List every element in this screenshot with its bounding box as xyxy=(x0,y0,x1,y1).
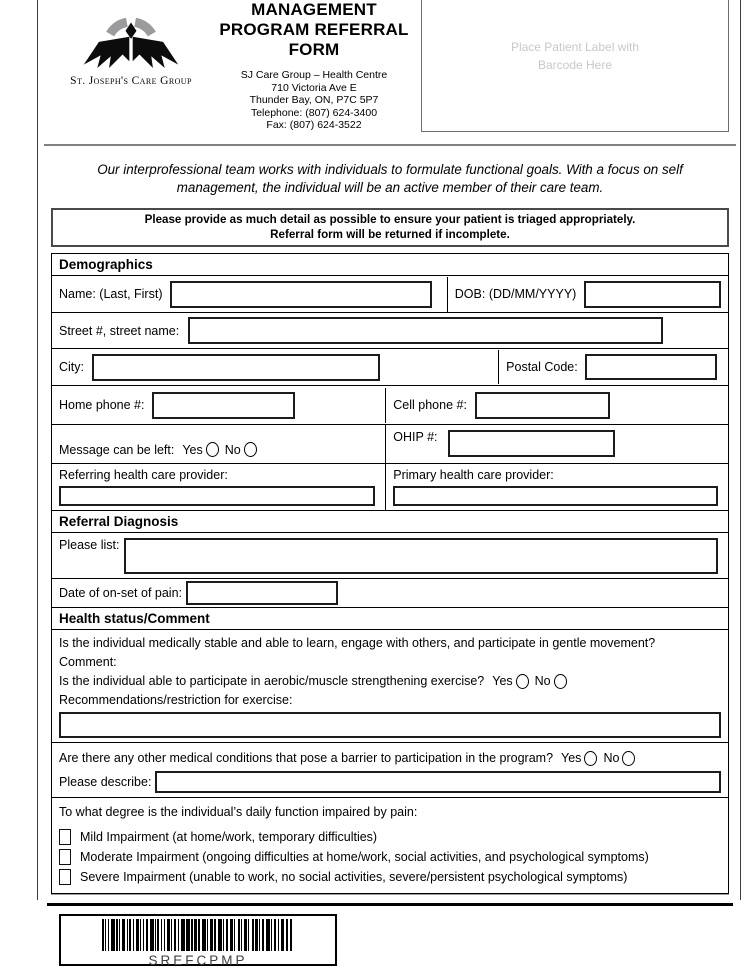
impairment-moderate-checkbox[interactable] xyxy=(59,849,71,865)
impairment-mild-checkbox[interactable] xyxy=(59,829,71,845)
barrier-no-radio[interactable] xyxy=(622,751,635,766)
page-right-border xyxy=(740,0,741,900)
impairment-mild-label: Mild Impairment (at home/work, temporary difficulties) xyxy=(80,829,378,844)
message-yes-label: Yes xyxy=(182,443,203,457)
city-label: City: xyxy=(59,360,84,374)
street-label: Street #, street name: xyxy=(59,323,180,338)
onset-date-input[interactable] xyxy=(186,581,338,605)
header-divider xyxy=(44,144,736,146)
form-header xyxy=(51,0,729,132)
home-phone-input[interactable] xyxy=(152,392,295,419)
postal-code-input[interactable] xyxy=(585,354,717,380)
logo-block xyxy=(51,0,211,87)
impairment-severe-label: Severe Impairment (unable to work, no social activities, severe/persistent psychological symptoms) xyxy=(80,869,628,884)
comment-label: Comment: xyxy=(59,655,117,669)
st-josephs-care-group-logo-icon xyxy=(67,14,195,68)
page-title: PROGRAM REFERRAL xyxy=(219,20,409,39)
section-header-demographics: Demographics xyxy=(59,257,153,272)
barrier-yes-radio[interactable] xyxy=(584,751,597,766)
exercise-yes-radio[interactable] xyxy=(516,674,529,689)
referral-form-table xyxy=(51,253,729,894)
ohip-label: OHIP #: xyxy=(393,430,438,444)
impairment-moderate-label: Moderate Impairment (ongoing difficulties at home/work, social activities, and psychological symptoms) xyxy=(80,849,649,864)
section-header-referral-diagnosis: Referral Diagnosis xyxy=(59,514,179,529)
page-title: MANAGEMENT xyxy=(251,0,377,19)
referring-provider-input[interactable] xyxy=(59,486,375,506)
message-no-label: No xyxy=(224,443,241,457)
section-header-health-status: Health status/Comment xyxy=(59,611,210,626)
name-input[interactable] xyxy=(170,281,432,308)
barrier-yes-label: Yes xyxy=(561,751,582,765)
dob-label: DOB: (DD/MM/YYYY) xyxy=(454,287,577,301)
question-medically-stable: Is the individual medically stable and able to learn, engage with others, and participate in gentle movement? xyxy=(59,636,656,650)
question-exercise: Is the individual able to participate in aerobic/muscle strengthening exercise? Yes No xyxy=(59,672,721,691)
barrier-describe-input[interactable] xyxy=(155,771,721,793)
notice-box: Please provide as much detail as possible to ensure your patient is triaged appropriately. Referral form will be returned if incomplete. xyxy=(51,208,729,247)
exercise-no-label: No xyxy=(534,674,551,688)
cell-phone-input[interactable] xyxy=(475,392,610,419)
primary-provider-label: Primary health care provider: xyxy=(393,468,554,482)
home-phone-label: Home phone #: xyxy=(59,398,145,412)
message-can-be-left-label: Message can be left: xyxy=(59,443,175,457)
clinic-address: SJ Care Group – Health Centre 710 Victoria Ave E Thunder Bay, ON, P7C 5P7 Telephone: (807) 624-3400 Fax: (807) 624-3522 xyxy=(240,69,388,132)
question-barrier: Are there any other medical conditions that pose a barrier to participation in the program? Yes No xyxy=(59,749,721,768)
barrier-no-label: No xyxy=(603,751,620,765)
page-left-border xyxy=(37,0,38,900)
cell-phone-label: Cell phone #: xyxy=(393,398,467,412)
exercise-yes-label: Yes xyxy=(492,674,513,688)
intro-statement: Our interprofessional team works with individuals to formulate functional goals. With a focus on self management, the individual will be an active member of their care team. xyxy=(97,162,683,195)
barcode-text: SREFCPMP xyxy=(148,953,248,968)
exercise-recommendations-input[interactable] xyxy=(59,712,721,738)
city-input[interactable] xyxy=(92,354,380,381)
impairment-severe-checkbox[interactable] xyxy=(59,869,71,885)
street-input[interactable] xyxy=(188,317,663,344)
impairment-question: To what degree is the individual’s daily function impaired by pain: xyxy=(59,805,418,819)
message-no-radio[interactable] xyxy=(244,442,257,457)
postal-code-label: Postal Code: xyxy=(506,360,578,374)
form-barcode-box xyxy=(59,914,337,966)
patient-label-placeholder-box: Place Patient Label with Barcode Here xyxy=(421,0,729,132)
primary-provider-input[interactable] xyxy=(393,486,717,506)
ohip-input[interactable] xyxy=(448,430,615,457)
recommendations-label: Recommendations/restriction for exercise: xyxy=(59,693,293,707)
please-describe-label: Please describe: xyxy=(59,774,152,789)
referring-provider-label: Referring health care provider: xyxy=(59,468,228,482)
onset-date-label: Date of on-set of pain: xyxy=(59,586,182,600)
please-list-label: Please list: xyxy=(59,538,120,552)
logo-caption: St. Joseph's Care Group xyxy=(70,75,192,87)
message-yes-radio[interactable] xyxy=(206,442,219,457)
diagnosis-list-input[interactable] xyxy=(124,538,718,574)
title-block xyxy=(211,0,417,132)
exercise-no-radio[interactable] xyxy=(554,674,567,689)
footer-divider xyxy=(47,903,733,906)
page-title: FORM xyxy=(288,40,340,59)
name-label: Name: (Last, First) xyxy=(59,287,163,301)
barcode-icon xyxy=(102,919,294,951)
dob-input[interactable] xyxy=(584,281,721,308)
